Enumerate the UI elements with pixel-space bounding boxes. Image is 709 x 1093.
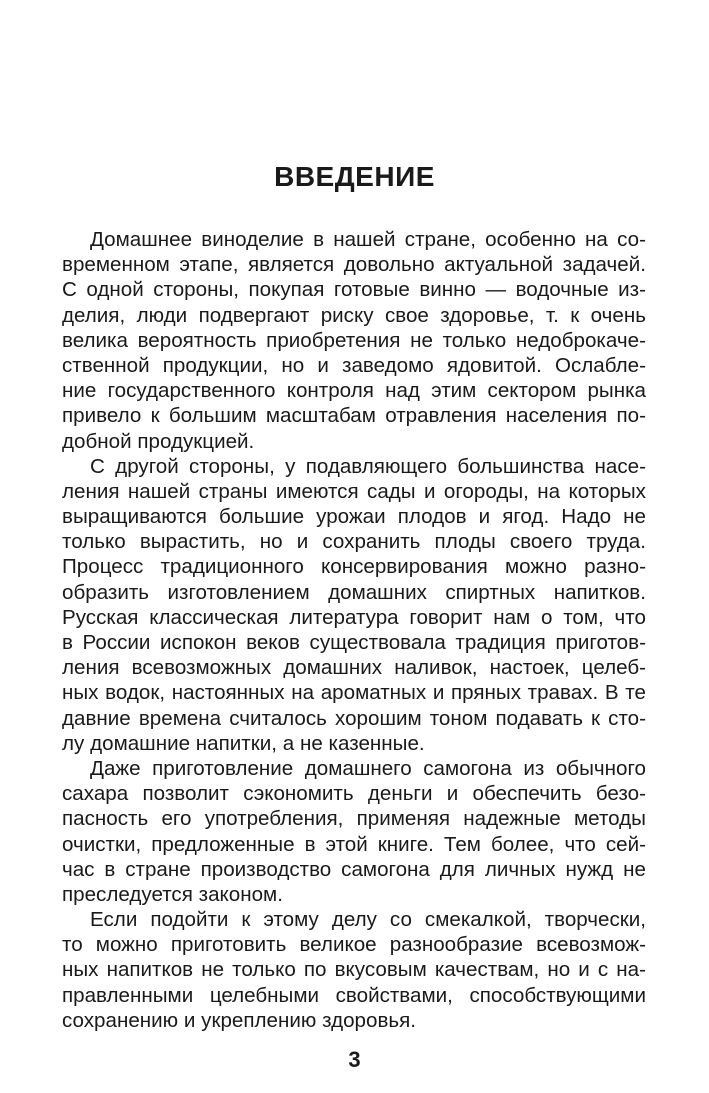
word: напитков. [553,580,646,604]
word: выращиваются [62,505,207,529]
word: качествам, [434,958,540,982]
word: нашей [127,479,191,503]
word: не [623,505,646,529]
word: о [540,605,553,629]
word: самогона [341,857,430,881]
word: времена [138,706,222,730]
word: В [604,681,619,705]
word: покупая [248,278,325,302]
word: ядовитой. [446,353,542,377]
word: ных [62,681,99,705]
word: России [82,631,151,654]
word: можно [95,933,158,957]
word: те [625,681,646,705]
word: применяя [356,807,451,831]
word: в [313,228,325,251]
text-line [62,882,646,907]
word: существовала [309,631,446,654]
word: добной [62,429,132,453]
word: недоброкаче- [515,328,646,352]
word: нам [493,605,531,629]
word: личных [484,857,556,881]
text-line [62,680,646,705]
word: книге. [377,832,434,856]
word: винно [419,278,476,302]
word: обычного [555,756,646,780]
text-line [62,580,646,605]
word: нужд [565,857,614,881]
word: со [389,908,412,932]
text-line [62,957,646,982]
word: что [614,605,646,629]
word: Надо [561,505,612,529]
word: и [432,681,445,705]
word: С [62,278,77,302]
word: классическая [149,605,279,629]
word: подойти [150,908,229,932]
word: только [62,530,126,554]
word: и [317,353,329,377]
word: насе- [594,454,646,478]
word: спиртных [445,580,536,604]
word: напитков [106,958,194,982]
word: государственного [107,379,276,403]
word: самогона [423,756,512,780]
word: над [385,379,420,403]
word: другой [115,454,179,478]
word: здоровья. [322,1008,416,1032]
word: временном [62,253,170,277]
word: нашей [333,228,396,251]
paragraph [62,756,646,907]
word: в [62,631,73,654]
text-line [62,303,646,328]
page-number: 3 [348,1047,361,1072]
word: говорит [409,605,483,629]
word: и [578,958,590,982]
text-line [62,907,646,932]
word: этому [263,908,319,932]
word: его [161,807,192,831]
word: настоянных [171,681,285,705]
word: велика [62,328,128,352]
word: сохранить [322,530,421,554]
text-line [62,781,646,806]
word: но [281,353,305,377]
word: традиционного [160,555,304,579]
word: сэкономить [243,782,354,806]
word: рынка [587,379,646,403]
word: давние [62,706,131,730]
word: большим [168,404,257,428]
text-line [62,479,646,504]
body-text [62,227,646,1033]
word: более, [490,832,555,856]
word: но [259,530,283,554]
word: по- [616,404,646,428]
word: великое [299,933,377,957]
word: и [478,505,491,529]
word: употребления, [204,807,344,831]
word: литература [289,605,399,629]
word: сахара [62,782,129,806]
word: к [591,706,601,730]
word: домашних [328,580,427,604]
word: том, [563,605,604,629]
word: домашнего [304,756,412,780]
word: методы [574,807,646,831]
word: ароматных [320,681,427,705]
word: всевозможных [131,656,272,680]
word: можно [504,555,567,579]
word: по [303,958,327,982]
word: преследуется [62,882,193,906]
word: пасность [62,807,149,831]
word: хорошим [335,706,422,730]
word: этой [325,832,368,856]
word: укреплению [201,1008,317,1032]
word: безо- [595,782,646,806]
word: стороны, [153,278,239,302]
word: плодов [397,505,467,529]
word: приготовление [152,756,294,780]
word: законом. [198,882,283,906]
word: большие [219,505,305,529]
text-line [62,529,646,554]
word: предложенные [151,832,295,856]
word: разно- [584,555,646,579]
word: свое [384,303,429,327]
paragraph [62,454,646,756]
paragraph [62,907,646,1033]
word: со- [617,228,646,251]
word: лу [62,731,85,755]
word: обеспечить [472,782,582,806]
word: в [104,857,116,881]
word: делия, [62,303,126,327]
word: сей- [605,832,646,856]
text-line [62,252,646,277]
word: наливок, [394,656,478,680]
word: этим [431,379,477,403]
text-line [62,605,646,630]
word: ние [62,379,97,403]
word: водочные [515,278,609,302]
word: только [442,328,507,352]
text-line [62,328,646,353]
text-line [62,277,646,302]
word: готовые [333,278,410,302]
word: — [485,278,507,302]
word: позволит [142,782,229,806]
word: отравления [385,404,497,428]
word: Тем [443,832,481,856]
word: к [570,303,580,327]
word: всевозмож- [536,933,646,957]
word: вкусовым [334,958,427,982]
word: не [201,958,225,982]
word: и [183,1008,196,1032]
word: ления [62,479,120,503]
word: испокон [160,631,237,654]
word: пряных [451,681,521,705]
word: т. [545,303,559,327]
word: напитки, [195,731,277,755]
word: настоек, [489,656,570,680]
word: час [62,857,95,881]
word: огороды, [443,479,529,503]
word: способствующими [469,983,646,1007]
word: и [296,530,309,554]
word: задачей. [562,253,646,277]
word: привело [62,404,142,428]
text-line [62,932,646,957]
word: к [150,404,160,428]
word: приготовить [170,933,287,957]
word: которых [568,479,646,503]
word: большинства [457,454,585,478]
word: урожаи [316,505,386,529]
word: для [439,857,475,881]
word: заведомо [342,353,434,377]
word: только [232,958,296,982]
word: Русская [62,605,139,629]
word: образить [62,580,150,604]
text-line [62,630,646,655]
word: на- [616,958,646,982]
word: труда. [586,530,646,554]
word: но [547,958,571,982]
word: страны [198,479,268,503]
word: Процесс [62,555,144,579]
word: С [90,454,105,478]
word: и [424,479,436,503]
word: традиция [455,631,546,654]
word: стороны, [189,454,275,478]
word: масштабам [265,404,376,428]
word: контроля [286,379,374,403]
word: вырастить, [139,530,246,554]
word: казенные. [328,731,425,755]
word: имеются [275,479,359,503]
text-line [62,832,646,857]
word: изготовлением [167,580,310,604]
text-line [62,429,646,454]
word: подавляющего [305,454,448,478]
word: из [523,756,545,780]
text-line [62,756,646,781]
text-line [62,378,646,403]
word: то [62,933,83,957]
word: на [291,681,315,705]
word: своего [509,530,573,554]
word: подвергают [198,303,310,327]
word: а [282,731,295,755]
word: не [299,731,323,755]
text-line [62,227,646,252]
word: тоном [429,706,488,730]
word: подавать [495,706,583,730]
word: консервирования [321,555,488,579]
text-line [62,353,646,378]
word: к [241,908,251,932]
word: надежные [463,807,561,831]
text-line [62,806,646,831]
text-line [62,706,646,731]
word: ления [62,656,120,680]
text-line [62,857,646,882]
word: сады [367,479,416,503]
text-line [62,403,646,428]
word: особенно [485,228,576,251]
word: сохранению [62,1008,179,1032]
word: продукции, [162,353,269,377]
word: производство [200,857,332,881]
word: считалось [229,706,327,730]
word: сто- [608,706,646,730]
text-line [62,655,646,680]
word: не [410,328,433,352]
word: домашних [283,656,383,680]
word: Ослабле- [554,353,646,377]
word: продукцией. [137,429,255,453]
word: риску [320,303,374,327]
word: Если [90,908,138,932]
text-line [62,504,646,529]
word: водок, [105,681,166,705]
word: стране [125,857,191,881]
text-line [62,731,646,756]
word: населения [505,404,608,428]
word: приобретения [266,328,401,352]
text-line [62,554,646,579]
word: очистки, [62,832,142,856]
word: что [564,832,596,856]
word: виноделие [201,228,304,251]
word: ных [62,958,99,982]
word: с [597,958,609,982]
text-line [62,454,646,479]
word: люди [136,303,188,327]
word: в [304,832,316,856]
word: на [537,479,561,503]
text-line [62,983,646,1008]
word: приготов- [555,631,646,654]
word: целеб- [581,656,646,680]
word: делу [331,908,377,932]
word: довольно [343,253,435,277]
word: сектором [487,379,577,403]
word: здоровье, [440,303,535,327]
paragraph [62,227,646,454]
word: ягод. [502,505,550,529]
word: из- [618,278,646,302]
word: стране, [404,228,476,251]
word: на [585,228,608,251]
word: творчески, [544,908,646,932]
word: травах. [527,681,599,705]
word: веков [246,631,300,654]
word: домашние [90,731,191,755]
chapter-title: ВВЕДЕНИЕ [274,161,435,192]
word: целебными [209,983,320,1007]
text-line [62,1008,646,1033]
word: деньги [367,782,433,806]
word: этапе, [179,253,239,277]
word: у [285,454,296,478]
word: является [248,253,335,277]
word: и [446,782,459,806]
word: актуальной [444,253,554,277]
word: Домашнее [90,228,193,251]
word: вероятность [137,328,257,352]
word: не [623,857,646,881]
word: ственной [62,353,150,377]
word: плоды [434,530,496,554]
word: свойствами, [335,983,453,1007]
word: одной [86,278,144,302]
word: правленными [62,983,194,1007]
word: Даже [90,756,141,780]
word: очень [590,303,646,327]
word: разнообразие [389,933,524,957]
word: смекалкой, [424,908,532,932]
